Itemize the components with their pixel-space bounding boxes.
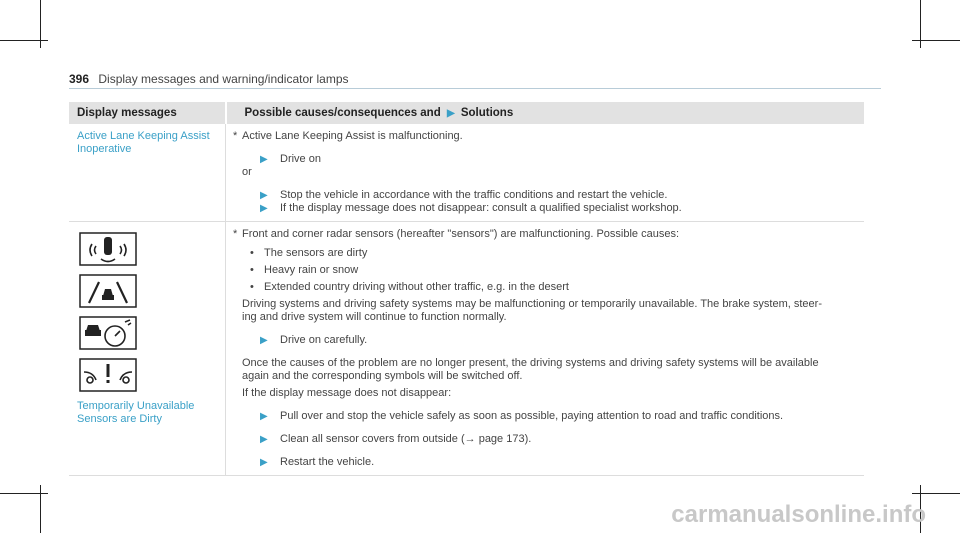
column-header-causes bbox=[226, 102, 865, 124]
solution-step: ▶ Clean all sensor covers from outside (→ page 173). bbox=[260, 433, 532, 445]
crop-mark bbox=[912, 40, 960, 41]
causes-cell bbox=[226, 222, 865, 476]
solution-step: ▶ Drive on carefully. bbox=[260, 334, 368, 346]
play-arrow-icon: ▶ bbox=[260, 457, 268, 468]
display-messages-table bbox=[69, 102, 864, 476]
indicator-icons bbox=[77, 228, 217, 392]
message-text: Sensors are Dirty bbox=[77, 413, 162, 425]
watermark: carmanualsonline.info bbox=[671, 501, 926, 528]
crop-mark bbox=[912, 493, 960, 494]
crop-mark bbox=[0, 493, 48, 494]
column-header-display-messages: Display messages bbox=[69, 102, 226, 124]
list-item: • Extended country driving without other traffic, e.g. in the desert bbox=[250, 281, 569, 293]
or-text: or bbox=[242, 166, 252, 178]
cause-text: * Active Lane Keeping Assist is malfunctioning. bbox=[233, 130, 463, 142]
causes-cell bbox=[226, 124, 865, 222]
solution-step: ▶ If the display message does not disappear: consult a qualified specialist workshop. bbox=[260, 202, 682, 214]
message-text: Temporarily Unavailable bbox=[77, 400, 195, 412]
play-arrow-icon: ▶ bbox=[260, 434, 268, 445]
solution-step: ▶ Pull over and stop the vehicle safely as soon as possible, paying attention to road and traffic conditions. bbox=[260, 410, 784, 422]
page-reference-link[interactable]: → page 173 bbox=[464, 433, 525, 445]
solution-step: ▶ Restart the vehicle. bbox=[260, 456, 375, 468]
table-header-row bbox=[69, 102, 864, 124]
play-arrow-icon: ▶ bbox=[260, 335, 268, 346]
message-cell bbox=[69, 124, 226, 222]
column-header-causes-text: Possible causes/consequences and bbox=[244, 107, 441, 119]
play-arrow-icon: ▶ bbox=[260, 154, 268, 165]
page-header bbox=[69, 70, 881, 89]
play-arrow-icon: ▶ bbox=[260, 190, 268, 201]
paragraph: ing and drive system will continue to function normally. bbox=[242, 311, 507, 323]
asterisk: * bbox=[233, 130, 238, 142]
message-cell bbox=[69, 222, 226, 476]
crop-mark bbox=[0, 40, 48, 41]
table-row bbox=[69, 124, 864, 222]
list-item: • Heavy rain or snow bbox=[250, 264, 359, 276]
sensor-warning-icon bbox=[79, 358, 137, 392]
page-number: 396 bbox=[69, 72, 90, 86]
page-title: Display messages and warning/indicator lamps bbox=[98, 72, 349, 86]
table-row bbox=[69, 222, 864, 476]
message-text: Inoperative bbox=[77, 143, 132, 155]
play-arrow-icon: ▶ bbox=[260, 203, 268, 214]
play-arrow-icon: ▶ bbox=[446, 108, 455, 119]
play-arrow-icon: ▶ bbox=[260, 411, 268, 422]
paragraph: Driving systems and driving safety systems may be malfunctioning or temporarily unavailable. The brake system, steer- bbox=[242, 298, 822, 310]
paragraph: If the display message does not disappear: bbox=[242, 387, 452, 399]
asterisk: * bbox=[233, 228, 238, 240]
column-header-solutions: Solutions bbox=[460, 107, 514, 119]
lane-camera-icon bbox=[79, 274, 137, 308]
paragraph: Once the causes of the problem are no longer present, the driving systems and driving safety systems will be available bbox=[242, 357, 819, 369]
list-item: • The sensors are dirty bbox=[250, 247, 368, 259]
solution-step: ▶ Stop the vehicle in accordance with the traffic conditions and restart the vehicle. bbox=[260, 189, 668, 201]
cause-text: * Front and corner radar sensors (hereafter "sensors") are malfunctioning. Possible causes: bbox=[233, 228, 680, 240]
radar-speed-icon bbox=[79, 316, 137, 350]
message-text: Active Lane Keeping Assist bbox=[77, 130, 210, 142]
solution-step: ▶ Drive on bbox=[260, 153, 321, 165]
paragraph: again and the corresponding symbols will be switched off. bbox=[242, 370, 523, 382]
parking-sensors-icon bbox=[79, 232, 137, 266]
